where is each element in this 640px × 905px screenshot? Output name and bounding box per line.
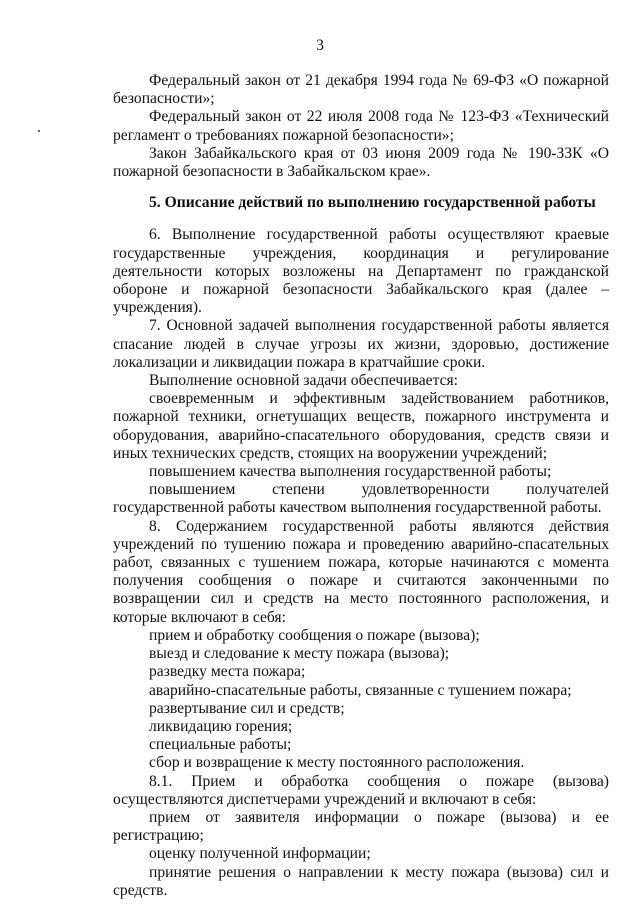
list-item: оценку полученной информации; — [149, 845, 371, 863]
scan-speck — [38, 130, 40, 132]
list-item: развертывание сил и средств; — [149, 699, 345, 717]
main-task-list — [113, 390, 609, 517]
paragraph-7: 7. Основной задачей выполнения государственной работы является спасание людей в случае угрозы их жизни, здоровью, достижение локализации и ликвидации пожара в кратчайшие сроки. — [113, 317, 609, 371]
main-task-intro: Выполнение основной задачи обеспечивается: — [149, 372, 459, 390]
section-heading: 5. Описание действий по выполнению государственной работы — [149, 194, 596, 212]
list-item: выезд и следование к месту пожара (вызова); — [149, 645, 450, 663]
laws-list — [113, 72, 609, 181]
list-item: разведку места пожара; — [149, 663, 306, 681]
list-item: повышением степени удовлетворенности получателей государственной работы качеством выполнения государственной работы. — [113, 481, 609, 517]
list-item: сбор и возвращение к месту постоянного расположения. — [149, 754, 525, 772]
list-item: аварийно-спасательные работы, связанные с тушением пожара; — [149, 681, 572, 699]
page-number: 3 — [316, 37, 324, 54]
list-item: принятие решения о направлении к месту пожара (вызова) сил и средств. — [113, 863, 609, 899]
paragraph-8: 8. Содержанием государственной работы являются действия учреждений по тушению пожара и проведению аварийно-спасательных работ, связанных с тушением пожара, которые начинаются с момента получения сообщения о пожаре и считаются законченными по возвращении сил и средств на место постоянного расположения, и которые включают в себя: — [113, 517, 609, 626]
list-item: повышением качества выполнения государственной работы; — [149, 463, 552, 481]
list-item: прием от заявителя информации о пожаре (вызова) и ее регистрацию; — [113, 808, 609, 845]
list-item: ликвидацию горения; — [149, 717, 293, 735]
list-item: своевременным и эффективным задействованием работников, пожарной техники, огнетушащих веществ, пожарного инструмента и оборудования, аварийно-спасательного оборудования, средств связи и иных технических средств, стоящих на вооружении учреждений; — [113, 390, 609, 462]
paragraph-6: 6. Выполнение государственной работы осуществляют краевые государственные учреждения, координация и регулирование деятельности которых возложены на Департамент по гражданской обороне и пожарной безопасности Забайкальского края (далее – учреждения). — [113, 226, 609, 317]
law-item: Федеральный закон от 21 декабря 1994 года № 69-ФЗ «О пожарной безопасности»; — [113, 72, 609, 108]
list-item: специальные работы; — [149, 736, 292, 754]
law-item: Закон Забайкальского края от 03 июня 2009 года № 190-ЗЗК «О пожарной безопасности в Забайкальском крае». — [113, 144, 609, 181]
paragraph-8-1-list — [113, 809, 609, 900]
list-item: прием и обработку сообщения о пожаре (вызова); — [149, 626, 480, 644]
paragraph-8-list — [113, 627, 609, 773]
paragraph-8-1: 8.1. Прием и обработка сообщения о пожаре (вызова) осуществляются диспетчерами учреждений и включают в себя: — [113, 772, 609, 808]
document-body — [113, 72, 609, 900]
law-item: Федеральный закон от 22 июля 2008 года № 123-ФЗ «Технический регламент о требованиях пожарной безопасности»; — [113, 108, 609, 144]
